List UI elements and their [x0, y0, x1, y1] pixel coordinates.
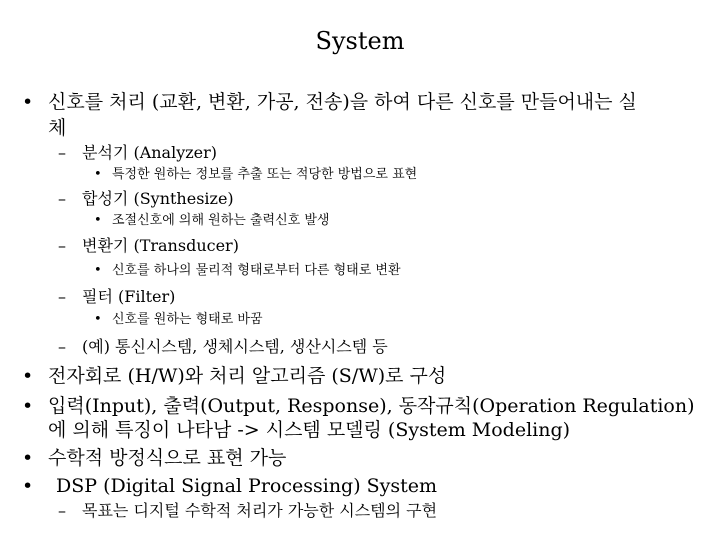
- sub-bullet-marker: •: [94, 213, 102, 228]
- filter-description: 신호를 원하는 형태로 바꿈: [112, 312, 263, 327]
- bullet-io-line1: 입력(Input), 출력(Output, Response), 동작규칙(Operation Regulation): [48, 395, 695, 417]
- sub-bullet-marker: •: [94, 263, 102, 278]
- sub-bullet-example: (예) 통신시스템, 생체시스템, 생산시스템 등: [82, 337, 388, 356]
- sub-bullet-marker: •: [94, 167, 102, 182]
- bullet-signal-processing-line2: 체: [48, 117, 67, 139]
- bullet-hw-sw: 전자회로 (H/W)와 처리 알고리즘 (S/W)로 구성: [48, 365, 447, 387]
- bullet-marker: •: [22, 447, 34, 469]
- dash-marker: –: [58, 337, 66, 356]
- synthesizer-description: 조절신호에 의해 원하는 출력신호 발생: [112, 213, 330, 228]
- bullet-dsp-system: DSP (Digital Signal Processing) System: [56, 475, 438, 497]
- sub-bullet-filter: 필터 (Filter): [82, 287, 176, 306]
- sub-bullet-marker: •: [94, 312, 102, 327]
- dash-marker: –: [58, 287, 66, 306]
- dash-marker: –: [58, 189, 66, 208]
- dash-marker: –: [58, 236, 66, 255]
- dash-marker: –: [58, 143, 66, 162]
- sub-bullet-synthesizer: 합성기 (Synthesize): [82, 189, 234, 208]
- bullet-marker: •: [22, 365, 34, 387]
- sub-bullet-analyzer: 분석기 (Analyzer): [82, 143, 218, 162]
- bullet-io-line2: 에 의해 특징이 나타남 -> 시스템 모델링 (System Modeling): [48, 419, 571, 441]
- bullet-math-equation: 수학적 방정식으로 표현 가능: [48, 447, 287, 469]
- slide-title: System: [315, 27, 405, 55]
- analyzer-description: 특정한 원하는 정보를 추출 또는 적당한 방법으로 표현: [112, 167, 418, 182]
- sub-bullet-dsp-goal: 목표는 디지털 수학적 처리가 가능한 시스템의 구현: [82, 501, 438, 520]
- bullet-marker: •: [22, 91, 34, 113]
- bullet-marker: •: [22, 475, 34, 497]
- bullet-signal-processing-line1: 신호를 처리 (교환, 변환, 가공, 전송)을 하여 다른 신호를 만들어내는 실: [48, 91, 637, 113]
- dash-marker: –: [58, 501, 66, 520]
- sub-bullet-transducer: 변환기 (Transducer): [82, 236, 239, 255]
- bullet-marker: •: [22, 395, 34, 417]
- transducer-description: 신호를 하나의 물리적 형태로부터 다른 형태로 변환: [112, 263, 401, 278]
